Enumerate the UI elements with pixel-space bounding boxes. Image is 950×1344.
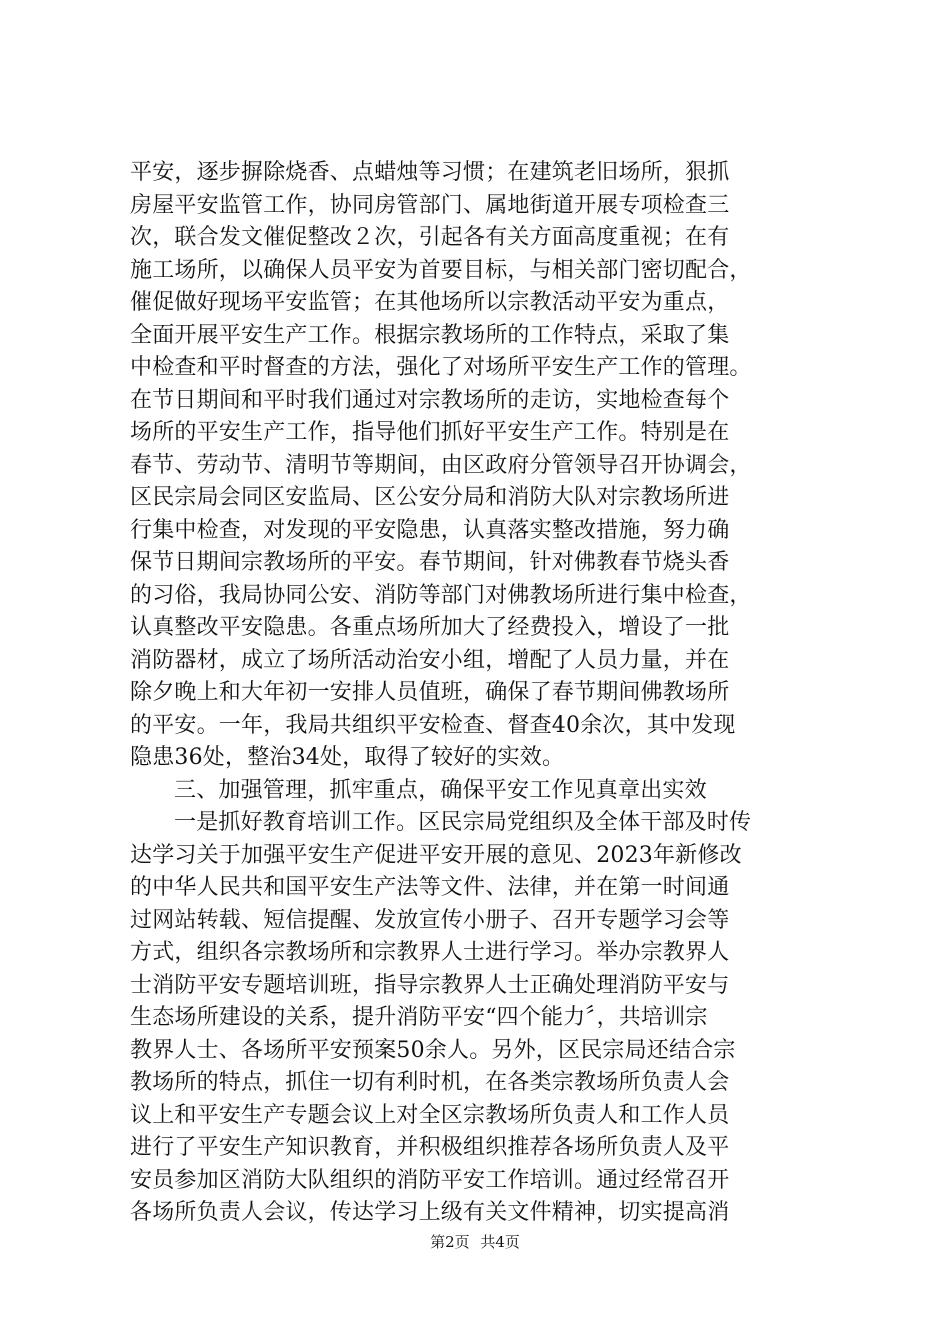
text-line: 中检查和平时督查的方法，强化了对场所平安生产工作的管理。 <box>130 355 752 380</box>
text-line: 催促做好现场平安监管；在其他场所以宗教活动平安为重点， <box>130 290 730 315</box>
body-text <box>130 157 830 1230</box>
text-line: 在节日期间和平时我们通过对宗教场所的走访，实地检查每个 <box>130 387 730 413</box>
text-line: 除夕晚上和大年初一安排人员值班，确保了春节期间佛教场所 <box>130 680 730 705</box>
text-line: 生态场所建设的关系，提升消防平安“四个能力〞，共培训宗 <box>130 1005 708 1030</box>
text-line: 达学习关于加强平安生产促进平安开展的意见、2023年新修改 <box>130 842 742 868</box>
text-line: 隐患36处，整治34处，取得了较好的实效。 <box>130 745 565 770</box>
text-line: 全面开展平安生产工作。根据宗教场所的工作特点，采取了集 <box>130 322 730 348</box>
text-line: 认真整改平安隐患。各重点场所加大了经费投入，增设了一批 <box>130 615 730 640</box>
text-line: 方式，组织各宗教场所和宗教界人士进行学习。举办宗教界人 <box>130 940 730 965</box>
text-line: 平安，逐步摒除烧香、点蜡烛等习惯；在建筑老旧场所，狠抓 <box>130 160 730 185</box>
text-line: 安员参加区消防大队组织的消防平安工作培训。通过经常召开 <box>130 1167 730 1193</box>
text-line: 议上和平安生产专题会议上对全区宗教场所负责人和工作人员 <box>130 1102 730 1128</box>
text-line: 行集中检查，对发现的平安隐患，认真落实整改措施，努力确 <box>130 517 730 543</box>
text-line: 次，联合发文催促整改２次，引起各有关方面高度重视；在有 <box>130 225 730 250</box>
page-total-label: 共4页 <box>480 1233 520 1251</box>
page-current-label: 第2页 <box>430 1233 470 1251</box>
text-line: 春节、劳动节、清明节等期间，由区政府分管领导召开协调会， <box>130 452 752 478</box>
text-line: 保节日期间宗教场所的平安。春节期间，针对佛教春节烧头香 <box>130 550 730 575</box>
text-line: 各场所负责人会议，传达学习上级有关文件精神，切实提高消 <box>130 1200 730 1225</box>
text-line: 的中华人民共和国平安生产法等文件、法律，并在第一时间通 <box>130 875 730 900</box>
text-line: 教场所的特点，抓住一切有利时机，在各类宗教场所负责人会 <box>130 1070 730 1095</box>
text-line: 施工场所，以确保人员平安为首要目标，与相关部门密切配合， <box>130 257 752 283</box>
text-line: 的平安。一年，我局共组织平安检查、督查40余次，其中发现 <box>130 712 736 738</box>
text-line: 消防器材，成立了场所活动治安小组，增配了人员力量，并在 <box>130 647 730 673</box>
text-line: 一是抓好教育培训工作。区民宗局党组织及全体干部及时传 <box>174 810 752 835</box>
text-line: 的习俗，我局协同公安、消防等部门对佛教场所进行集中检查， <box>130 582 752 608</box>
text-line: 三、加强管理，抓牢重点，确保平安工作见真章出实效 <box>174 777 707 803</box>
text-line: 过网站转载、短信提醒、发放宣传小册子、召开专题学习会等 <box>130 907 730 933</box>
text-line: 进行了平安生产知识教育，并积极组织推荐各场所负责人及平 <box>130 1135 730 1160</box>
text-line: 教界人士、各场所平安预案50余人。另外，区民宗局还结合宗 <box>130 1037 736 1063</box>
text-line: 士消防平安专题培训班，指导宗教界人士正确处理消防平安与 <box>130 972 730 998</box>
text-line: 场所的平安生产工作，指导他们抓好平安生产工作。特别是在 <box>130 420 730 445</box>
page-footer <box>0 1232 950 1252</box>
text-line: 区民宗局会同区安监局、区公安分局和消防大队对宗教场所进 <box>130 485 730 510</box>
text-line: 房屋平安监管工作，协同房管部门、属地街道开展专项检查三 <box>130 192 730 218</box>
